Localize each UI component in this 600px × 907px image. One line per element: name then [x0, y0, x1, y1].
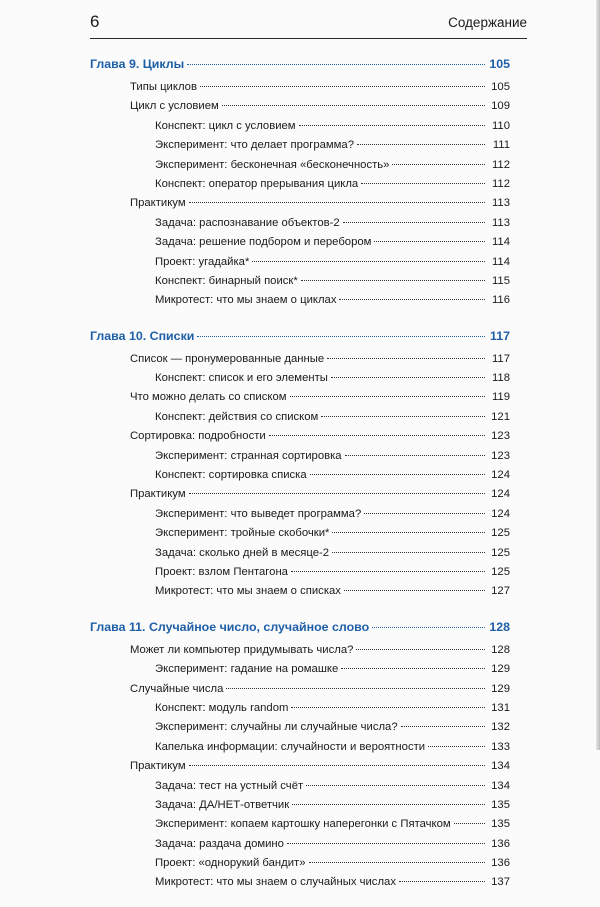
- dot-leader: [357, 144, 485, 145]
- entry-title: Конспект: бинарный поиск*: [155, 274, 298, 287]
- toc-subsection-entry[interactable]: [90, 272, 510, 291]
- entry-title: Задача: тест на устный счёт: [155, 779, 304, 792]
- entry-title: Эксперимент: странная сортировка: [155, 449, 342, 462]
- dot-leader: [401, 726, 485, 727]
- toc-subsection-entry[interactable]: [90, 214, 510, 233]
- entry-page-number: 129: [491, 663, 510, 676]
- entry-page-number: 114: [491, 236, 510, 249]
- dot-leader: [187, 64, 485, 65]
- toc-subsection-entry[interactable]: [90, 408, 510, 427]
- entry-page-number: 112: [491, 158, 510, 171]
- entry-title: Проект: «однорукий бандит»: [155, 857, 306, 870]
- dot-leader: [189, 765, 485, 766]
- entry-title: Глава 9. Циклы: [90, 57, 185, 71]
- entry-page-number: 134: [491, 779, 510, 792]
- entry-page-number: 105: [491, 81, 510, 93]
- entry-title: Практикум: [130, 488, 186, 501]
- entry-title: Конспект: модуль random: [155, 701, 289, 714]
- toc-subsection-entry[interactable]: [90, 544, 510, 563]
- dot-leader: [301, 280, 485, 281]
- dot-leader: [356, 649, 485, 650]
- entry-page-number: 136: [491, 837, 510, 850]
- entry-title: Микротест: что мы знаем о списках: [155, 585, 341, 598]
- toc-subsection-entry[interactable]: [90, 136, 510, 155]
- toc-section-entry[interactable]: [90, 388, 510, 407]
- toc-section-entry[interactable]: [90, 350, 510, 369]
- entry-title: Капелька информации: случайности и вероятности: [155, 740, 426, 753]
- dot-leader: [392, 164, 485, 165]
- entry-page-number: 110: [491, 119, 510, 132]
- entry-title: Конспект: цикл с условием: [155, 119, 296, 132]
- toc-subsection-entry[interactable]: [90, 117, 510, 136]
- dot-leader: [222, 105, 485, 106]
- entry-title: Глава 10. Списки: [90, 328, 195, 343]
- entry-title: Задача: ДА/НЕТ-ответчик: [155, 798, 290, 811]
- dot-leader: [310, 474, 485, 475]
- toc-subsection-entry[interactable]: [90, 660, 510, 679]
- entry-page-number: 124: [491, 507, 510, 520]
- entry-title: Эксперимент: копаем картошку наперегонки с Пятачком: [155, 818, 451, 831]
- entry-title: Проект: угадайка*: [155, 255, 250, 268]
- dot-leader: [309, 862, 485, 863]
- dot-leader: [332, 532, 485, 533]
- entry-title: Эксперимент: тройные скобочки*: [155, 527, 330, 540]
- dot-leader: [364, 513, 485, 514]
- entry-title: Конспект: оператор прерывания цикла: [155, 177, 359, 190]
- entry-page-number: 128: [491, 643, 510, 656]
- entry-page-number: 125: [491, 565, 510, 578]
- toc-section-entry[interactable]: [90, 757, 510, 776]
- entry-page-number: 113: [491, 216, 510, 229]
- entry-page-number: 117: [490, 328, 510, 343]
- toc-subsection-entry[interactable]: [90, 505, 510, 524]
- entry-page-number: 118: [491, 372, 510, 385]
- entry-title: Практикум: [130, 760, 186, 773]
- entry-page-number: 109: [491, 100, 510, 113]
- entry-page-number: 123: [491, 449, 510, 462]
- dot-leader: [200, 86, 485, 87]
- entry-title: Задача: сколько дней в месяце-2: [155, 546, 330, 559]
- entry-page-number: 133: [491, 740, 510, 753]
- dot-leader: [332, 552, 485, 553]
- entry-page-number: 135: [491, 818, 510, 831]
- entry-page-number: 115: [491, 274, 510, 287]
- entry-title: Эксперимент: гадание на ромашке: [155, 663, 339, 676]
- dot-leader: [341, 668, 485, 669]
- toc-subsection-entry[interactable]: [90, 699, 510, 718]
- toc-subsection-entry[interactable]: [90, 253, 510, 272]
- entry-page-number: 137: [491, 876, 510, 889]
- entry-title: Эксперимент: случайны ли случайные числа?: [155, 721, 398, 734]
- dot-leader: [331, 377, 485, 378]
- table-of-contents: [90, 53, 510, 907]
- toc-subsection-entry[interactable]: [90, 873, 510, 892]
- toc-subsection-entry[interactable]: [90, 175, 510, 194]
- entry-title: Конспект: действия со списком: [155, 410, 319, 423]
- dot-leader: [428, 746, 485, 747]
- dot-leader: [339, 299, 485, 300]
- dot-leader: [361, 183, 485, 184]
- toc-subsection-entry[interactable]: [90, 466, 510, 485]
- entry-page-number: 127: [491, 585, 510, 598]
- entry-title: Эксперимент: бесконечная «бесконечность»: [155, 158, 390, 171]
- entry-page-number: 129: [491, 682, 510, 695]
- entry-page-number: 135: [491, 798, 510, 811]
- dot-leader: [290, 396, 485, 397]
- dot-leader: [269, 435, 485, 436]
- toc-section-entry[interactable]: [90, 485, 510, 504]
- dot-leader: [292, 804, 485, 805]
- dot-leader: [306, 785, 485, 786]
- entry-page-number: 105: [489, 57, 510, 71]
- toc-chapter: [90, 325, 510, 602]
- toc-subsection-entry[interactable]: [90, 796, 510, 815]
- toc-subsection-entry[interactable]: [90, 447, 510, 466]
- toc-subsection-entry[interactable]: [90, 156, 510, 175]
- dot-leader: [189, 493, 485, 494]
- entry-page-number: 117: [491, 352, 510, 365]
- toc-subsection-entry[interactable]: [90, 582, 510, 601]
- entry-page-number: 128: [489, 619, 510, 634]
- dot-leader: [287, 843, 485, 844]
- entry-page-number: 111: [492, 139, 510, 152]
- entry-page-number: 112: [491, 177, 510, 190]
- dot-leader: [454, 823, 485, 824]
- entry-page-number: 119: [491, 391, 510, 404]
- dot-leader: [291, 707, 485, 708]
- entry-page-number: 125: [491, 546, 510, 559]
- toc-subsection-entry[interactable]: [90, 815, 510, 834]
- entry-title: Задача: распознавание объектов-2: [155, 216, 340, 229]
- toc-section-entry[interactable]: [90, 427, 510, 446]
- entry-title: Цикл с условием: [130, 100, 219, 113]
- page-number: 6: [90, 12, 100, 31]
- entry-title: Задача: раздача домино: [155, 837, 284, 850]
- toc-chapter-heading[interactable]: [90, 325, 510, 347]
- dot-leader: [252, 261, 485, 262]
- entry-page-number: 125: [491, 527, 510, 540]
- toc-section-entry[interactable]: [90, 641, 510, 660]
- entry-page-number: 116: [491, 294, 510, 307]
- entry-page-number: 121: [491, 410, 510, 423]
- toc-section-entry[interactable]: [90, 78, 510, 97]
- dot-leader: [344, 590, 485, 591]
- toc-chapter-heading[interactable]: [90, 616, 510, 638]
- dot-leader: [189, 202, 485, 203]
- entry-title: Список — пронумерованные данные: [130, 352, 325, 365]
- entry-title: Эксперимент: что делает программа?: [155, 139, 354, 152]
- toc-subsection-entry[interactable]: [90, 738, 510, 757]
- entry-page-number: 131: [491, 701, 510, 714]
- entry-page-number: 123: [491, 430, 510, 443]
- entry-page-number: 136: [491, 857, 510, 870]
- toc-chapter: [90, 53, 510, 311]
- entry-page-number: 114: [491, 255, 510, 268]
- toc-chapter: [90, 616, 510, 893]
- header-divider: [90, 38, 527, 39]
- toc-section-entry[interactable]: [90, 680, 510, 699]
- toc-subsection-entry[interactable]: [90, 718, 510, 737]
- dot-leader: [197, 336, 485, 337]
- entry-title: Эксперимент: что выведет программа?: [155, 507, 362, 520]
- dot-leader: [374, 241, 485, 242]
- dot-leader: [299, 125, 485, 126]
- toc-subsection-entry[interactable]: [90, 835, 510, 854]
- entry-title: Практикум: [130, 197, 186, 210]
- page-edge-shadow: [596, 0, 600, 750]
- entry-title: Конспект: список и его элементы: [155, 372, 328, 385]
- dot-leader: [327, 358, 485, 359]
- toc-subsection-entry[interactable]: [90, 291, 510, 310]
- toc-section-entry[interactable]: [90, 194, 510, 213]
- toc-subsection-entry[interactable]: [90, 369, 510, 388]
- entry-title: Микротест: что мы знаем о случайных числах: [155, 876, 396, 889]
- entry-page-number: 132: [491, 721, 510, 734]
- toc-section-entry[interactable]: [90, 97, 510, 116]
- entry-title: Конспект: сортировка списка: [155, 469, 307, 482]
- entry-page-number: 124: [491, 469, 510, 482]
- entry-title: Типы циклов: [130, 81, 197, 93]
- dot-leader: [226, 688, 485, 689]
- dot-leader: [343, 222, 485, 223]
- entry-page-number: 124: [491, 488, 510, 501]
- entry-title: Случайные числа: [130, 682, 224, 695]
- dot-leader: [321, 416, 485, 417]
- dot-leader: [291, 571, 485, 572]
- entry-title: Может ли компьютер придумывать числа?: [130, 643, 354, 656]
- toc-subsection-entry[interactable]: [90, 233, 510, 252]
- entry-title: Сортировка: подробности: [130, 430, 266, 443]
- toc-subsection-entry[interactable]: [90, 524, 510, 543]
- toc-subsection-entry[interactable]: [90, 854, 510, 873]
- dot-leader: [345, 455, 485, 456]
- running-head-title: Содержание: [448, 15, 527, 30]
- entry-title: Задача: решение подбором и перебором: [155, 236, 372, 249]
- toc-subsection-entry[interactable]: [90, 777, 510, 796]
- entry-title: Проект: взлом Пентагона: [155, 565, 288, 578]
- entry-page-number: 113: [491, 197, 510, 210]
- entry-page-number: 134: [491, 760, 510, 773]
- entry-title: Что можно делать со списком: [130, 391, 287, 404]
- dot-leader: [399, 881, 485, 882]
- dot-leader: [372, 627, 485, 628]
- entry-title: Микротест: что мы знаем о циклах: [155, 294, 337, 307]
- toc-chapter-heading[interactable]: [90, 53, 510, 75]
- entry-title: Глава 11. Случайное число, случайное слово: [90, 619, 370, 634]
- page-header: [90, 12, 527, 36]
- toc-subsection-entry[interactable]: [90, 563, 510, 582]
